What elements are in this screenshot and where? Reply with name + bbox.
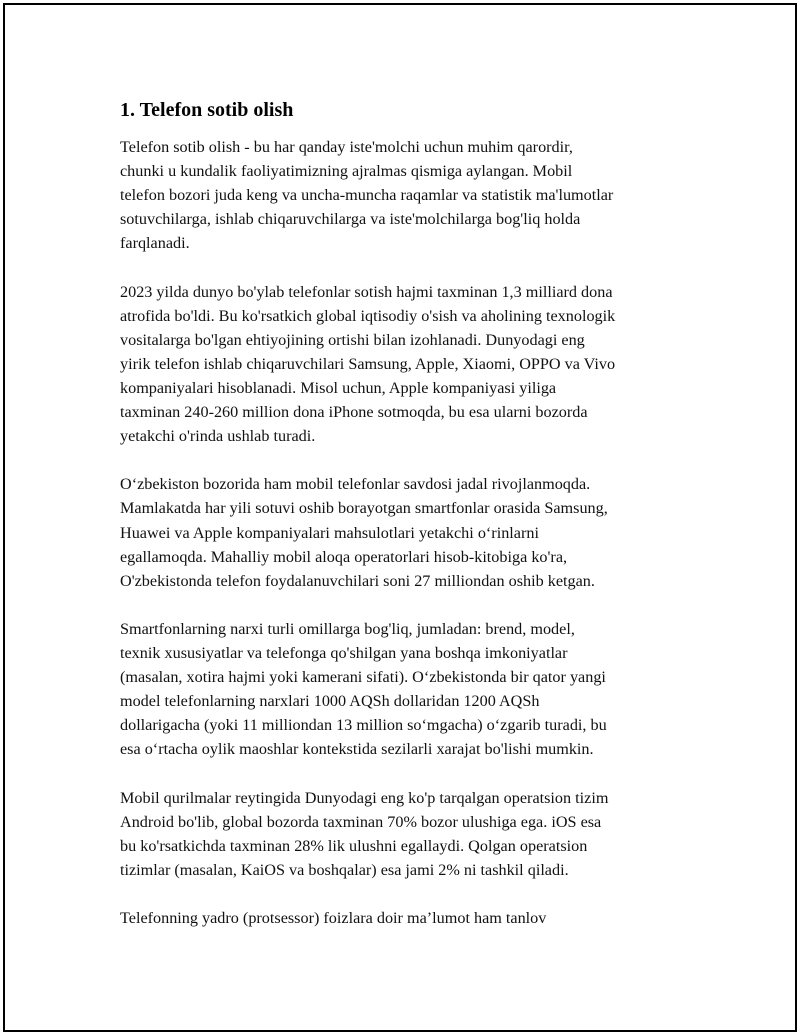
- paragraph-line: Telefonning yadro (protsessor) foizlara doir ma’lumot ham tanlov: [120, 909, 547, 927]
- paragraph-line: Mobil qurilmalar reytingida Dunyodagi eng ko'p tarqalgan operatsion tizim: [120, 788, 609, 807]
- paragraph: [120, 472, 695, 592]
- paragraph: [120, 617, 695, 762]
- paragraph-line: Huawei va Apple kompaniyalari mahsulotlari yetakchi o‘rinlarni: [120, 523, 539, 542]
- paragraph-line: chunki u kundalik faoliyatimizning ajralmas qismiga aylangan. Mobil: [120, 162, 573, 181]
- paragraph-line: farqlanadi.: [120, 234, 190, 253]
- paragraph-line: Mamlakatda har yili sotuvi oshib borayotgan smartfonlar orasida Samsung,: [120, 499, 608, 518]
- paragraphs-container: [120, 135, 695, 930]
- paragraph-line: texnik xususiyatlar va telefonga qo'shilgan yana boshqa imkoniyatlar: [120, 643, 568, 662]
- paragraph-line: Android bo'lib, global bozorda taxminan 70% bozor ulushiga ega. iOS esa: [120, 812, 602, 831]
- paragraph: [120, 135, 695, 255]
- paragraph: [120, 280, 695, 449]
- paragraph-line: O‘zbekiston bozorida ham mobil telefonlar savdosi jadal rivojlanmoqda.: [120, 475, 591, 494]
- paragraph-line: atrofida bo'ldi. Bu ko'rsatkich global iqtisodiy o'sish va aholining texnologik: [120, 306, 616, 325]
- page-frame: [3, 3, 797, 1032]
- paragraph: [120, 906, 695, 930]
- paragraph-line: egallamoqda. Mahalliy mobil aloqa operatorlari hisob-kitobiga ko'ra,: [120, 547, 568, 566]
- paragraph-line: tizimlar (masalan, KaiOS va boshqalar) esa jami 2% ni tashkil qiladi.: [120, 860, 569, 879]
- paragraph-line: O'zbekistonda telefon foydalanuvchilari soni 27 milliondan oshib ketgan.: [120, 571, 595, 590]
- paragraph-line: sotuvchilarga, ishlab chiqaruvchilarga va iste'molchilarga bog'liq holda: [120, 210, 581, 229]
- paragraph-line: bu ko'rsatkichda taxminan 28% lik ulushni egallaydi. Qolgan operatsion: [120, 836, 588, 855]
- paragraph-line: 2023 yilda dunyo bo'ylab telefonlar sotish hajmi taxminan 1,3 milliard dona: [120, 282, 613, 301]
- paragraph-line: model telefonlarning narxlari 1000 AQSh dollaridan 1200 AQSh: [120, 692, 540, 711]
- paragraph-line: Telefon sotib olish - bu har qanday iste'molchi uchun muhim qarordir,: [120, 138, 573, 156]
- paragraph-line: telefon bozori juda keng va uncha-muncha raqamlar va statistik ma'lumotlar: [120, 186, 614, 205]
- paragraph: [120, 786, 695, 882]
- paragraph-line: kompaniyalari hisoblanadi. Misol uchun, Apple kompaniyasi yiliga: [120, 378, 557, 397]
- document-body: [120, 97, 695, 954]
- section-heading: 1. Telefon sotib olish: [120, 99, 294, 121]
- paragraph-line: vositalarga bo'lgan ehtiyojining ortishi bilan izohlanadi. Dunyodagi eng: [120, 330, 585, 349]
- paragraph-line: esa o‘rtacha oylik maoshlar kontekstida sezilarli xarajat bo'lishi mumkin.: [120, 740, 594, 759]
- paragraph-line: taxminan 240-260 million dona iPhone sotmoqda, bu esa ularni bozorda: [120, 403, 588, 422]
- paragraph-line: Smartfonlarning narxi turli omillarga bog'liq, jumladan: brend, model,: [120, 619, 575, 638]
- paragraph-line: yirik telefon ishlab chiqaruvchilari Samsung, Apple, Xiaomi, OPPO va Vivo: [120, 354, 616, 373]
- paragraph-line: dollarigacha (yoki 11 milliondan 13 million so‘mgacha) o‘zgarib turadi, bu: [120, 716, 607, 735]
- paragraph-line: yetakchi o'rinda ushlab turadi.: [120, 427, 316, 446]
- paragraph-line: (masalan, xotira hajmi yoki kamerani sifati). O‘zbekistonda bir qator yangi: [120, 668, 606, 687]
